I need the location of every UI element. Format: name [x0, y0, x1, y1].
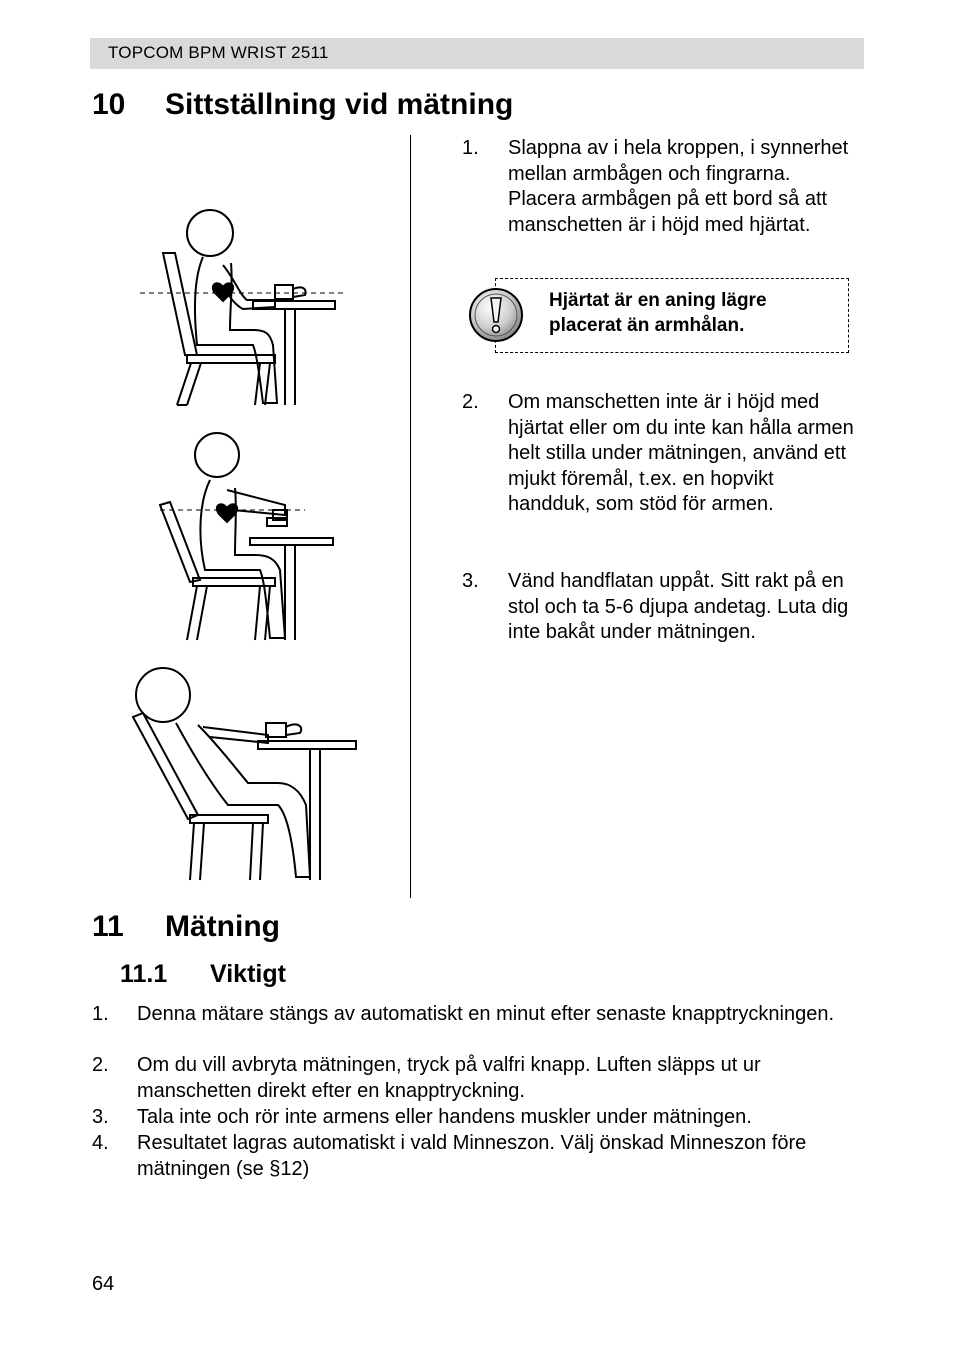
- subsection-11-1-heading: [120, 960, 286, 989]
- column-divider: [410, 135, 411, 898]
- step-2-number: 2.: [462, 391, 479, 413]
- list-item-text: Resultatet lagras automatiskt i vald Minneszon. Välj önskad Minneszon före mätningen (se §12): [137, 1132, 807, 1180]
- page-header: [90, 38, 864, 69]
- list-item-number: 3.: [92, 1106, 109, 1128]
- list-item-text: Tala inte och rör inte armens eller handens muskler under mätningen.: [137, 1106, 752, 1128]
- subsection-11-1-number: 11.1: [120, 960, 168, 988]
- page-number: 64: [92, 1273, 115, 1295]
- list-item-number: 1.: [92, 1003, 109, 1025]
- section-10-number: 10: [92, 88, 126, 121]
- step-2-text: Om manschetten inte är i höjd med hjärtat eller om du inte kan hålla armen helt stilla under mätningen, använd ett mjukt föremål, t.ex. en hopvikt handduk, som stöd för armen.: [508, 391, 854, 516]
- step-1-number: 1.: [462, 137, 479, 159]
- exclamation-icon: [467, 286, 525, 344]
- section-10-heading: [92, 88, 513, 122]
- subsection-11-1-title: Viktigt: [210, 960, 286, 988]
- section-11-title: Mätning: [165, 910, 280, 943]
- section-10-title: Sittställning vid mätning: [165, 88, 514, 121]
- list-item-text: Om du vill avbryta mätningen, tryck på valfri knapp. Luften släpps ut ur manschetten direkt efter en knapptryckning.: [137, 1054, 761, 1102]
- reclined-seated-icon: [128, 665, 363, 885]
- seated-upright-icon: [135, 205, 350, 410]
- section-11-heading: [92, 910, 280, 944]
- step-3-text: Vänd handflatan uppåt. Sitt rakt på en stol och ta 5-6 djupa andetag. Luta dig inte bakåt under mätningen.: [508, 570, 849, 644]
- list-item-number: 2.: [92, 1054, 109, 1076]
- note-text: Hjärtat är en aning lägre placerat än armhålan.: [549, 290, 767, 336]
- step-3-number: 3.: [462, 570, 479, 592]
- list-item-number: 4.: [92, 1132, 109, 1154]
- step-1-text: Slappna av i hela kroppen, i synnerhet mellan armbågen och fingrarna. Placera armbågen på ett bord så att manschetten är i höjd med hjärtat.: [508, 137, 849, 236]
- list-item-text: Denna mätare stängs av automatiskt en minut efter senaste knapptryckningen.: [137, 1003, 835, 1025]
- seated-with-support-icon: [155, 430, 335, 645]
- section-11-number: 11: [92, 910, 124, 943]
- header-text: TOPCOM BPM WRIST 2511: [108, 43, 329, 62]
